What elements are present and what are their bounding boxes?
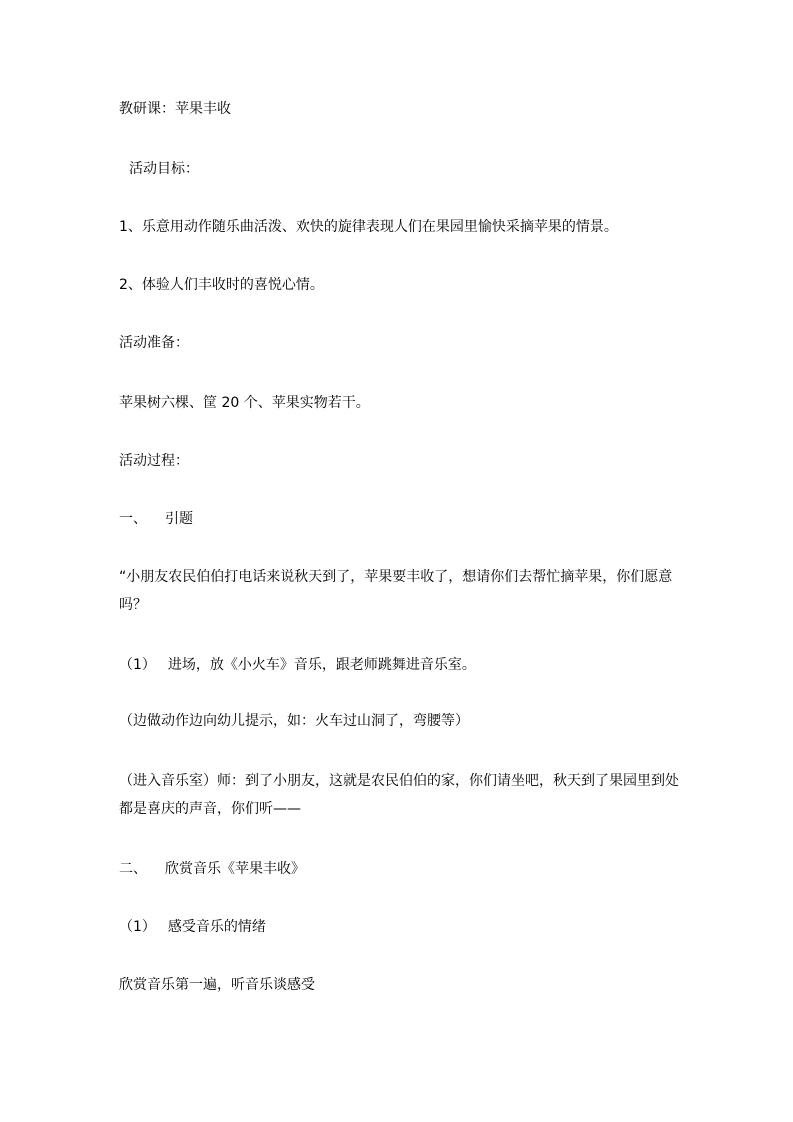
goal-item-1: 1、乐意用动作随乐曲活泼、欢快的旋律表现人们在果园里愉快采摘苹果的情景。 (119, 219, 618, 235)
listen-text: 欣赏音乐第一遍，听音乐谈感受 (119, 977, 315, 993)
section-1-heading (119, 510, 193, 528)
step-1 (119, 656, 476, 674)
enter-paragraph-line-2: 都是喜庆的声音，你们听—— (119, 801, 301, 817)
step-2-text: 感受音乐的情绪 (167, 919, 266, 935)
goal-heading: 活动目标： (129, 161, 199, 177)
section-2-number: 二、 (119, 861, 147, 877)
enter-paragraph-line-1: （进入音乐室）师：到了小朋友，这就是农民伯伯的家，你们请坐吧，秋天到了果园里到处 (119, 773, 679, 789)
section-2-title: 欣赏音乐《苹果丰收》 (165, 861, 305, 877)
goal-item-2: 2、体验人们丰收时的喜悦心情。 (119, 277, 324, 293)
step-2 (119, 918, 266, 936)
step-1-number: （1） (119, 657, 156, 673)
document-title: 教研课：苹果丰收 (119, 101, 231, 117)
step-1-note: （边做动作边向幼儿提示，如：火车过山洞了，弯腰等） (119, 713, 469, 729)
section-1-number: 一、 (119, 511, 147, 527)
process-heading: 活动过程： (119, 453, 189, 469)
intro-paragraph-line-2: 吗？ (119, 597, 147, 613)
prep-heading: 活动准备： (119, 335, 189, 351)
step-2-number: （1） (119, 919, 156, 935)
section-2-heading (119, 860, 305, 878)
section-1-title: 引题 (165, 511, 193, 527)
prep-text: 苹果树六棵、筐 20 个、苹果实物若干。 (119, 395, 370, 411)
intro-paragraph-line-1: “小朋友农民伯伯打电话来说秋天到了，苹果要丰收了，想请你们去帮忙摘苹果，你们愿意 (119, 569, 673, 585)
step-1-text: 进场，放《小火车》音乐，跟老师跳舞进音乐室。 (167, 657, 476, 673)
